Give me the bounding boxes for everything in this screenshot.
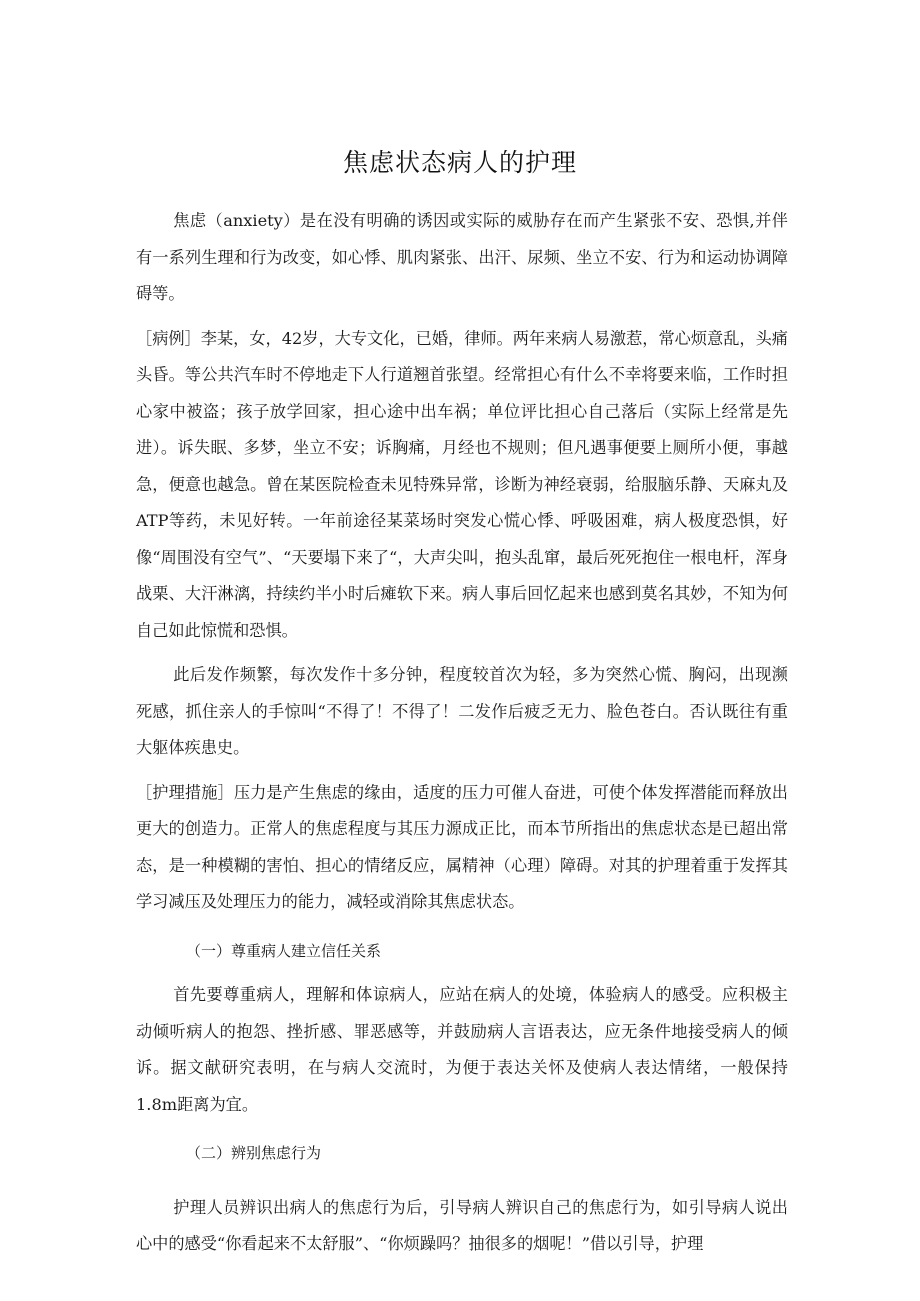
attacks-paragraph: 此后发作频繁，每次发作十多分钟，程度较首次为轻，多为突然心慌、胸闷，出现濒死感，抓住亲人的手惊叫“不得了！不得了！二发作后疲乏无力、脸色苍白。否认既往有重大躯体疾患史。 — [136, 665, 788, 757]
intro-paragraph: 焦虑（anxiety）是在没有明确的诱因或实际的威胁存在而产生紧张不安、恐惧,并伴有一系列生理和行为改变，如心悸、肌肉紧张、出汗、尿频、坐立不安、行为和运动协调障碍等。 — [136, 211, 788, 303]
document-body — [136, 203, 788, 1263]
respect-paragraph: 首先要尊重病人，理解和体谅病人，应站在病人的处境，体验病人的感受。应积极主动倾听病人的抱怨、挫折感、罪恶感等，并鼓励病人言语表达，应无条件地接受病人的倾诉。据文献研究表明，在与病人交流时，为便于表达关怀及使病人表达情绪，一般保持1.8m距离为宜。 — [136, 985, 788, 1114]
case-paragraph: ［病例］李某，女，42岁，大专文化，已婚，律师。两年来病人易激惹，常心烦意乱，头痛头昏。等公共汽车时不停地走下人行道翘首张望。经常担心有什么不幸将要来临，工作时担心家中被盗；孩子放学回家，担心途中出车祸；单位评比担心自己落后（实际上经常是先进）。诉失眠、多梦，坐立不安；诉胸痛，月经也不规则；但凡遇事便要上厕所小便，事越急，便意也越急。曾在某医院检查未见特殊异常，诊断为神经衰弱，给服脑乐静、天麻丸及ATP等药，未见好转。一年前途径某菜场时突发心慌心悸、呼吸困难，病人极度恐惧，好像“周围没有空气”、“天要塌下来了“，大声尖叫，抱头乱窜，最后死死抱住一根电杆，浑身战栗、大汗淋漓，持续约半小时后瘫软下来。病人事后回忆起来也感到莫名其妙，不知为何自己如此惊慌和恐惧。 — [136, 328, 788, 640]
section-heading-identify: （二）辨别焦虑行为 — [186, 1144, 322, 1162]
identify-paragraph: 护理人员辨识出病人的焦虑行为后，引导病人辨识自己的焦虑行为，如引导病人说出心中的感受“你看起来不太舒服”、“你烦躁吗？抽很多的烟呢！”借以引导，护理 — [136, 1197, 788, 1253]
section-heading-respect: （一）尊重病人建立信任关系 — [186, 941, 382, 960]
measures-paragraph: ［护理措施］压力是产生焦虑的缘由，适度的压力可催人奋进，可使个体发挥潜能而释放出更大的创造力。正常人的焦虑程度与其压力源成正比，而本节所指出的焦虑状态是已超出常态，是一种模糊的害怕、担心的情绪反应，属精神（心理）障碍。对其的护理着重于发挥其学习减压及处理压力的能力，减轻或消除其焦虑状态。 — [136, 782, 788, 911]
document-title: 焦虑状态病人的护理 — [342, 148, 577, 177]
